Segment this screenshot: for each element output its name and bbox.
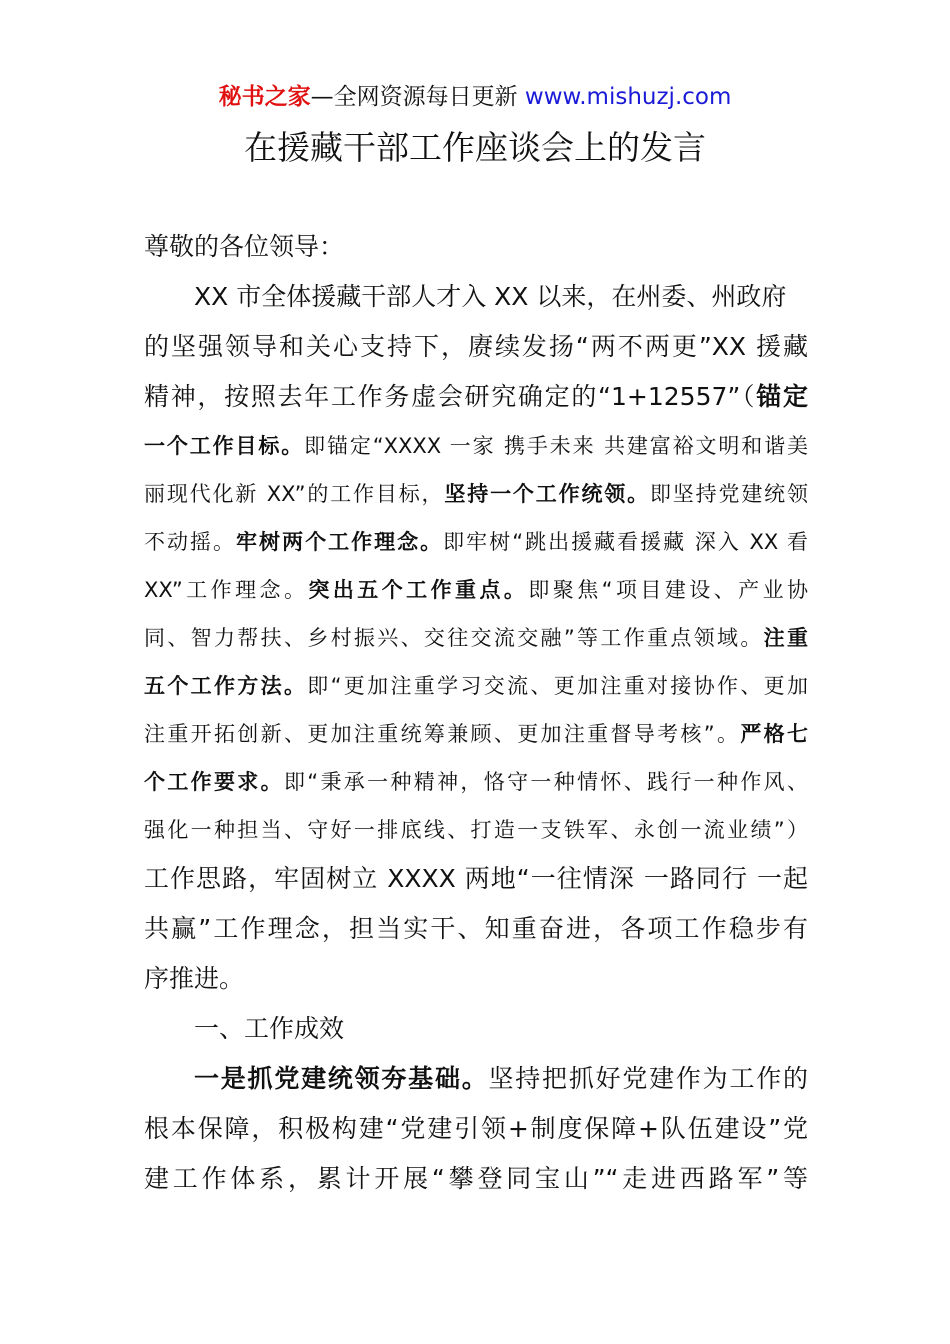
detail-line: 不动摇。牢树两个工作理念。即牢树“跳出援藏看援藏 深入 XX 看 xyxy=(144,530,808,554)
intro-line: XX 市全体援藏干部人才入 XX 以来，在州委、州政府 xyxy=(194,282,787,311)
site-brand: 秘书之家 xyxy=(218,84,311,110)
detail-line: 个工作要求。即“秉承一种精神，恪守一种情怀、践行一种作风、 xyxy=(144,770,808,794)
detail-line: 同、智力帮扶、乡村振兴、交往交流交融”等工作重点领域。注重 xyxy=(144,626,808,650)
closing-line: 序推进。 xyxy=(144,964,245,993)
document-body xyxy=(144,222,808,1204)
section-line: 根本保障，积极构建“党建引领+制度保障+队伍建设”党 xyxy=(144,1114,808,1143)
intro-line: 精神，按照去年工作务虚会研究确定的“1+12557”（锚定 xyxy=(144,382,808,411)
document-title: 在援藏干部工作座谈会上的发言 xyxy=(244,128,706,167)
detail-line: 注重开拓创新、更加注重统筹兼顾、更加注重督导考核”。严格七 xyxy=(144,722,808,746)
detail-line: XX”工作理念。突出五个工作重点。即聚焦“项目建设、产业协 xyxy=(144,578,808,602)
site-header xyxy=(0,82,950,112)
detail-line: 强化一种担当、守好一排底线、打造一支铁军、永创一流业绩”） xyxy=(144,818,808,842)
salutation: 尊敬的各位领导： xyxy=(144,232,345,261)
closing-line: 工作思路，牢固树立 XXXX 两地“一往情深 一路同行 一起 xyxy=(144,864,808,893)
site-url-link[interactable]: www.mishuzj.com xyxy=(524,84,732,110)
section-line: 一是抓党建统领夯基础。坚持把抓好党建作为工作的 xyxy=(194,1064,808,1093)
section-line: 建工作体系，累计开展“攀登同宝山”“走进西路军”等 xyxy=(144,1164,808,1193)
site-tagline: —全网资源每日更新 xyxy=(310,84,525,110)
intro-line: 的坚强领导和关心支持下，赓续发扬“两不两更”XX 援藏 xyxy=(144,332,808,361)
section-heading: 一、工作成效 xyxy=(194,1014,345,1043)
detail-line: 一个工作目标。即锚定“XXXX 一家 携手未来 共建富裕文明和谐美 xyxy=(144,434,808,458)
detail-line: 五个工作方法。即“更加注重学习交流、更加注重对接协作、更加 xyxy=(144,674,808,698)
closing-line: 共赢”工作理念，担当实干、知重奋进，各项工作稳步有 xyxy=(144,914,808,943)
detail-line: 丽现代化新 XX”的工作目标，坚持一个工作统领。即坚持党建统领 xyxy=(144,482,808,506)
